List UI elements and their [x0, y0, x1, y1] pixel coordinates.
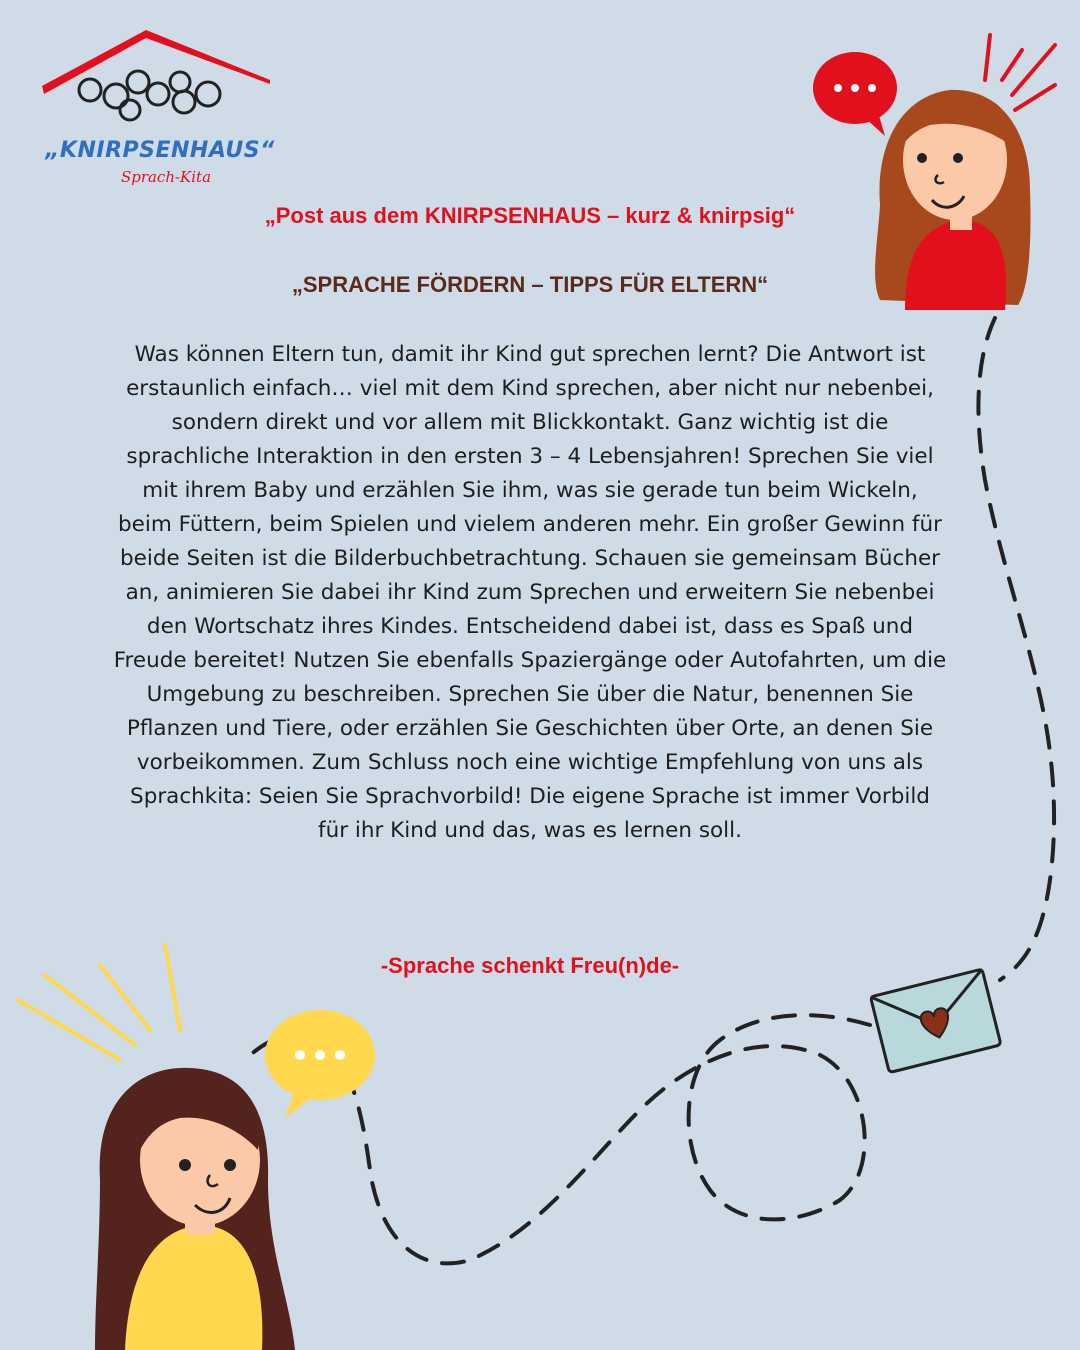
headline: „Post aus dem KNIRPSENHAUS – kurz & knirpsig“ [264, 203, 796, 228]
subheadline: „SPRACHE FÖRDERN – TIPPS FÜR ELTERN“ [291, 272, 769, 297]
children-faces-icon [79, 71, 220, 120]
speech-bubble-red-icon [813, 52, 897, 136]
logo-title: „KNIRPSENHAUS“ [45, 138, 275, 163]
red-rays [985, 35, 1055, 110]
body-text: Was können Eltern tun, damit ihr Kind gut sprechen lernt? Die Antwort ist erstaunlich einfach… viel mit dem Kind sprechen, aber nicht nur nebenbei, sondern direkt und vor allem mit Blickkontakt. Ganz wichtig ist die sprachliche Interaktion in den ersten 3 – 4 Lebensjahren! Sprechen Sie viel mit ihrem Baby und erzählen Sie ihm, was sie gerade tun beim Wickeln, beim Füttern, beim Spielen und vielem anderen mehr. Ein großer Gewinn für beide Seiten ist die Bilderbuchbetrachtung. Schauen sie gemeinsam Bücher an, animieren Sie dabei ihr Kind zum Sprechen und erweitern Sie nebenbei den Wortschatz ihres Kindes. Entscheidend dabei ist, dass es Spaß und Freude bereitet! Nutzen Sie ebenfalls Spaziergänge oder Autofahrten, um die Umgebung zu beschreiben. Sprechen Sie über die Natur, benennen Sie Pflanzen und Tiere, oder erzählen Sie Geschichten über Orte, an denen Sie vorbeikommen. Zum Schluss noch eine wichtige Empfehlung von uns als Sprachkita: Seien Sie Sprachvorbild! Die eigene Sprache ist immer Vorbild für ihr Kind und das, was es lernen soll. [113, 342, 947, 843]
speech-bubble-yellow-icon [265, 1010, 375, 1118]
logo-subtitle: Sprach-Kita [120, 168, 212, 186]
slogan: -Sprache schenkt Freu(n)de- [380, 953, 680, 978]
logo [38, 28, 278, 198]
girl-yellow-shirt-illustration [95, 1068, 295, 1350]
envelope-heart-icon [871, 969, 1001, 1073]
